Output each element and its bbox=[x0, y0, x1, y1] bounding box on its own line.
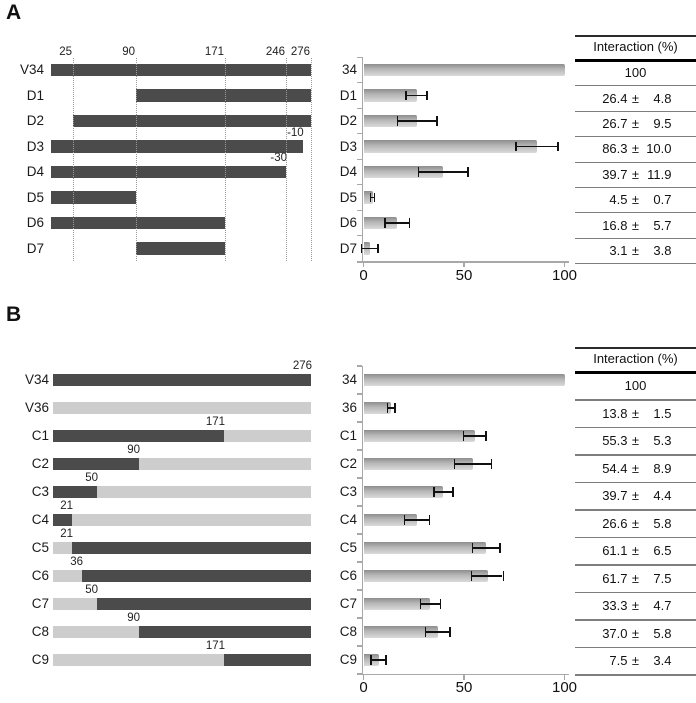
error-bar bbox=[421, 603, 440, 605]
table-header: Interaction (%) bbox=[593, 350, 678, 366]
category-tick-mark bbox=[357, 589, 362, 590]
chart-row-label: C1 bbox=[339, 428, 357, 443]
position-label: 21 bbox=[60, 500, 73, 513]
category-tick-mark bbox=[357, 645, 362, 646]
plus-minus-sign: ± bbox=[631, 116, 640, 131]
construct-segment-light bbox=[53, 542, 72, 555]
plus-minus-sign: ± bbox=[631, 166, 640, 182]
plus-minus-sign: ± bbox=[631, 90, 640, 106]
table-row bbox=[592, 461, 672, 476]
error-bar-cap bbox=[472, 543, 474, 553]
construct-segment-dark bbox=[53, 458, 139, 471]
table-cell-mean: 61.1 bbox=[602, 543, 628, 559]
construct-segment-light bbox=[224, 430, 311, 443]
chart-bar bbox=[364, 570, 488, 583]
chart-row-label: C6 bbox=[339, 568, 357, 583]
category-tick-mark bbox=[357, 393, 362, 394]
construct-label: D3 bbox=[26, 138, 44, 154]
table-row-separator bbox=[575, 592, 696, 593]
table-cell-mean: 39.7 bbox=[602, 488, 628, 504]
construct-label: V34 bbox=[19, 62, 44, 77]
table-top-line bbox=[575, 347, 696, 349]
error-bar-cap bbox=[485, 431, 487, 441]
error-bar bbox=[473, 547, 499, 549]
category-tick-mark bbox=[357, 533, 362, 534]
error-bar-cap bbox=[471, 571, 473, 581]
plus-minus-sign: ± bbox=[631, 460, 640, 476]
table-cell-mean: 4.5 bbox=[609, 192, 628, 208]
ruler-tick-label: 246 bbox=[265, 46, 285, 58]
plus-minus-sign: ± bbox=[631, 625, 640, 641]
chart-row-label: C8 bbox=[339, 624, 357, 639]
error-bar-cap bbox=[454, 459, 456, 469]
construct-segment-light bbox=[72, 514, 311, 527]
construct-label: C7 bbox=[31, 596, 49, 611]
construct-label: C9 bbox=[31, 652, 49, 667]
table-cell-mean: 7.5 bbox=[609, 653, 628, 669]
position-label: 90 bbox=[127, 444, 140, 457]
construct-label: C2 bbox=[31, 456, 49, 471]
construct-label: C3 bbox=[31, 484, 49, 499]
error-bar-cap bbox=[429, 515, 431, 525]
position-label: 50 bbox=[85, 584, 98, 597]
table-row-separator bbox=[575, 619, 696, 620]
construct-segment-light bbox=[53, 570, 82, 583]
error-bar bbox=[472, 575, 502, 577]
error-bar bbox=[435, 491, 453, 493]
error-bar-cap bbox=[425, 627, 427, 637]
plus-minus-sign: ± bbox=[631, 217, 640, 233]
chart-row-label: D7 bbox=[339, 240, 357, 256]
ruler-tick-label: 171 bbox=[204, 46, 224, 58]
error-bar-cap bbox=[463, 431, 465, 441]
error-bar-cap bbox=[452, 487, 454, 497]
construct-segment-light bbox=[53, 654, 224, 667]
chart-row-label: C2 bbox=[339, 456, 357, 471]
table-row-separator bbox=[575, 564, 696, 565]
category-tick-mark bbox=[357, 449, 362, 450]
table-cell-mean: 37.0 bbox=[602, 625, 628, 641]
table-cell-error: 4.7 bbox=[653, 598, 672, 614]
table-cell-mean: 54.4 bbox=[602, 460, 628, 476]
table-cell-error: 3.8 bbox=[653, 243, 672, 258]
plus-minus-sign: ± bbox=[631, 192, 640, 208]
table-cell-error: 4.4 bbox=[653, 488, 672, 504]
chart-row-label: 36 bbox=[341, 400, 357, 415]
panel-a-letter: A bbox=[6, 1, 22, 24]
construct-segment-dark bbox=[97, 598, 311, 611]
error-bar-cap bbox=[370, 655, 372, 665]
table-row bbox=[592, 488, 672, 503]
position-label: 90 bbox=[127, 612, 140, 625]
table-row bbox=[592, 433, 672, 448]
chart-bar bbox=[364, 486, 444, 499]
plus-minus-sign: ± bbox=[631, 433, 640, 449]
table-cell-error: 5.8 bbox=[653, 625, 672, 641]
plus-minus-sign: ± bbox=[631, 515, 640, 531]
construct-segment-dark bbox=[82, 570, 311, 583]
table-cell-mean: 39.7 bbox=[602, 166, 628, 182]
table-cell-value: 100 bbox=[624, 378, 647, 394]
error-bar-cap bbox=[440, 599, 442, 609]
x-axis-label: 50 bbox=[455, 679, 473, 696]
error-bar-cap bbox=[385, 655, 387, 665]
construct-label: V36 bbox=[24, 400, 49, 415]
table-row bbox=[592, 406, 672, 421]
plus-minus-sign: ± bbox=[631, 488, 640, 504]
table-cell-error: 0.7 bbox=[653, 192, 672, 208]
table-row bbox=[592, 516, 672, 531]
chart-bar bbox=[364, 542, 487, 555]
error-bar-cap bbox=[433, 487, 435, 497]
position-label: 171 bbox=[205, 416, 225, 429]
error-bar bbox=[405, 519, 428, 521]
table-cell-error: 6.5 bbox=[653, 543, 672, 559]
table-row-separator bbox=[575, 509, 696, 510]
table-row bbox=[592, 626, 672, 641]
construct-label: C5 bbox=[31, 540, 49, 555]
table-row-separator bbox=[575, 399, 696, 400]
construct-segment-light bbox=[53, 402, 311, 415]
table-cell-error: 8.9 bbox=[653, 460, 672, 476]
table-bottom-line bbox=[575, 674, 696, 676]
x-axis-label: 0 bbox=[359, 267, 368, 284]
chart-bar bbox=[364, 374, 565, 387]
ruler-tick-label: 90 bbox=[122, 46, 135, 58]
construct-segment-dark bbox=[53, 486, 97, 499]
table-cell-error: 4.8 bbox=[653, 90, 672, 106]
error-bar-cap bbox=[491, 459, 493, 469]
table-header: Interaction (%) bbox=[593, 38, 678, 54]
table-cell-error: 5.8 bbox=[653, 515, 672, 531]
construct-segment-light bbox=[97, 486, 311, 499]
table-row bbox=[592, 598, 672, 613]
chart-row-label: D1 bbox=[339, 87, 357, 103]
construct-segment-dark bbox=[139, 626, 311, 639]
construct-label: C6 bbox=[31, 568, 49, 583]
chart-row-label: C7 bbox=[339, 596, 357, 611]
table-cell-error: 7.5 bbox=[653, 570, 672, 586]
construct-segment-dark bbox=[53, 430, 224, 443]
construct-segment-dark bbox=[53, 374, 311, 387]
error-bar-cap bbox=[449, 627, 451, 637]
plus-minus-sign: ± bbox=[631, 543, 640, 559]
construct-segment-light bbox=[53, 598, 97, 611]
x-axis-label: 0 bbox=[359, 679, 368, 696]
category-tick-mark bbox=[357, 561, 362, 562]
construct-label: D7 bbox=[26, 240, 44, 256]
table-cell-mean: 55.3 bbox=[602, 433, 628, 449]
table-header-underline bbox=[575, 371, 696, 374]
chart-row-label: D4 bbox=[339, 164, 357, 179]
table-row-separator bbox=[575, 427, 696, 428]
table-cell-error: 5.7 bbox=[653, 217, 672, 233]
construct-segment-dark bbox=[72, 542, 311, 555]
table-row bbox=[592, 543, 672, 558]
x-axis-label: 100 bbox=[551, 679, 578, 696]
table-cell-error: 10.0 bbox=[646, 141, 672, 157]
construct-segment-dark bbox=[53, 514, 72, 527]
chart-row-label: 34 bbox=[341, 372, 357, 387]
ruler-tick-label: 276 bbox=[290, 46, 310, 58]
chart-row-label: D6 bbox=[339, 215, 357, 230]
position-label: 21 bbox=[60, 528, 73, 541]
construct-label: D2 bbox=[26, 113, 44, 128]
panel-b-letter: B bbox=[6, 303, 22, 326]
construct-segment-light bbox=[139, 458, 311, 471]
chart-row-label: 34 bbox=[341, 62, 357, 77]
position-label: 36 bbox=[70, 556, 83, 569]
error-bar bbox=[372, 659, 386, 661]
table-cell-value: 100 bbox=[624, 65, 647, 81]
x-axis-label: 100 bbox=[551, 267, 578, 284]
ruler-tick-label: 25 bbox=[59, 46, 72, 58]
construct-label: D5 bbox=[26, 189, 44, 205]
position-label: 50 bbox=[85, 472, 98, 485]
table-cell-mean: 26.4 bbox=[602, 90, 628, 106]
error-bar bbox=[464, 435, 485, 437]
error-bar bbox=[455, 463, 491, 465]
construct-label: C4 bbox=[31, 512, 49, 527]
category-tick-mark bbox=[357, 505, 362, 506]
table-cell-error: 1.5 bbox=[653, 405, 672, 421]
plus-minus-sign: ± bbox=[631, 598, 640, 614]
error-bar-cap bbox=[503, 571, 505, 581]
chart-row-label: D5 bbox=[339, 189, 357, 205]
chart-row-label: D3 bbox=[339, 138, 357, 154]
table-cell-mean: 26.7 bbox=[602, 116, 628, 131]
table-cell-error: 9.5 bbox=[653, 116, 672, 131]
construct-label: C1 bbox=[31, 428, 49, 443]
plus-minus-sign: ± bbox=[631, 653, 640, 669]
table-row bbox=[592, 653, 672, 668]
error-bar-cap bbox=[499, 543, 501, 553]
construct-label: V34 bbox=[24, 372, 49, 387]
table-cell-error: 5.3 bbox=[653, 433, 672, 449]
error-bar-cap bbox=[404, 515, 406, 525]
table-cell-mean: 26.6 bbox=[602, 515, 628, 531]
table-cell-mean: 33.3 bbox=[602, 598, 628, 614]
category-tick-mark bbox=[357, 421, 362, 422]
construct-segment-dark bbox=[224, 654, 311, 667]
table-row-separator bbox=[575, 482, 696, 483]
table-cell-error: 3.4 bbox=[653, 653, 672, 669]
plus-minus-sign: ± bbox=[631, 243, 640, 258]
chart-row-label: C4 bbox=[339, 512, 357, 527]
error-bar bbox=[426, 631, 449, 633]
table-cell-mean: 13.8 bbox=[602, 405, 628, 421]
x-axis-label: 50 bbox=[455, 267, 473, 284]
table-cell-mean: 86.3 bbox=[602, 141, 628, 157]
table-row-separator bbox=[575, 537, 696, 538]
chart-row-label: C5 bbox=[339, 540, 357, 555]
chart-row-label: C3 bbox=[339, 484, 357, 499]
plus-minus-sign: ± bbox=[631, 141, 640, 157]
table-cell-error: 11.9 bbox=[647, 166, 672, 182]
construct-label: D1 bbox=[26, 87, 44, 103]
error-bar-cap bbox=[387, 403, 389, 413]
table-cell-mean: 3.1 bbox=[609, 243, 628, 258]
table-cell-mean: 61.7 bbox=[602, 570, 628, 586]
construct-label: C8 bbox=[31, 624, 49, 639]
category-tick-mark bbox=[357, 617, 362, 618]
construct-label: D6 bbox=[26, 215, 44, 230]
chart-row-label: D2 bbox=[339, 113, 357, 128]
category-tick-mark bbox=[357, 365, 362, 366]
table-row bbox=[592, 571, 672, 586]
construct-segment-light bbox=[53, 626, 139, 639]
plus-minus-sign: ± bbox=[631, 570, 640, 586]
position-label: -30 bbox=[270, 152, 287, 165]
position-label: -10 bbox=[287, 126, 304, 139]
table-row-separator bbox=[575, 647, 696, 648]
category-tick-mark bbox=[357, 477, 362, 478]
position-label: 171 bbox=[205, 640, 225, 653]
error-bar-cap bbox=[420, 599, 422, 609]
chart-row-label: C9 bbox=[339, 652, 357, 667]
chart-bar bbox=[364, 430, 475, 443]
table-row-separator bbox=[575, 454, 696, 455]
construct-label: D4 bbox=[26, 164, 44, 179]
table-cell-mean: 16.8 bbox=[602, 217, 628, 233]
plus-minus-sign: ± bbox=[631, 405, 640, 421]
position-label: 276 bbox=[292, 360, 312, 373]
error-bar-cap bbox=[394, 403, 396, 413]
